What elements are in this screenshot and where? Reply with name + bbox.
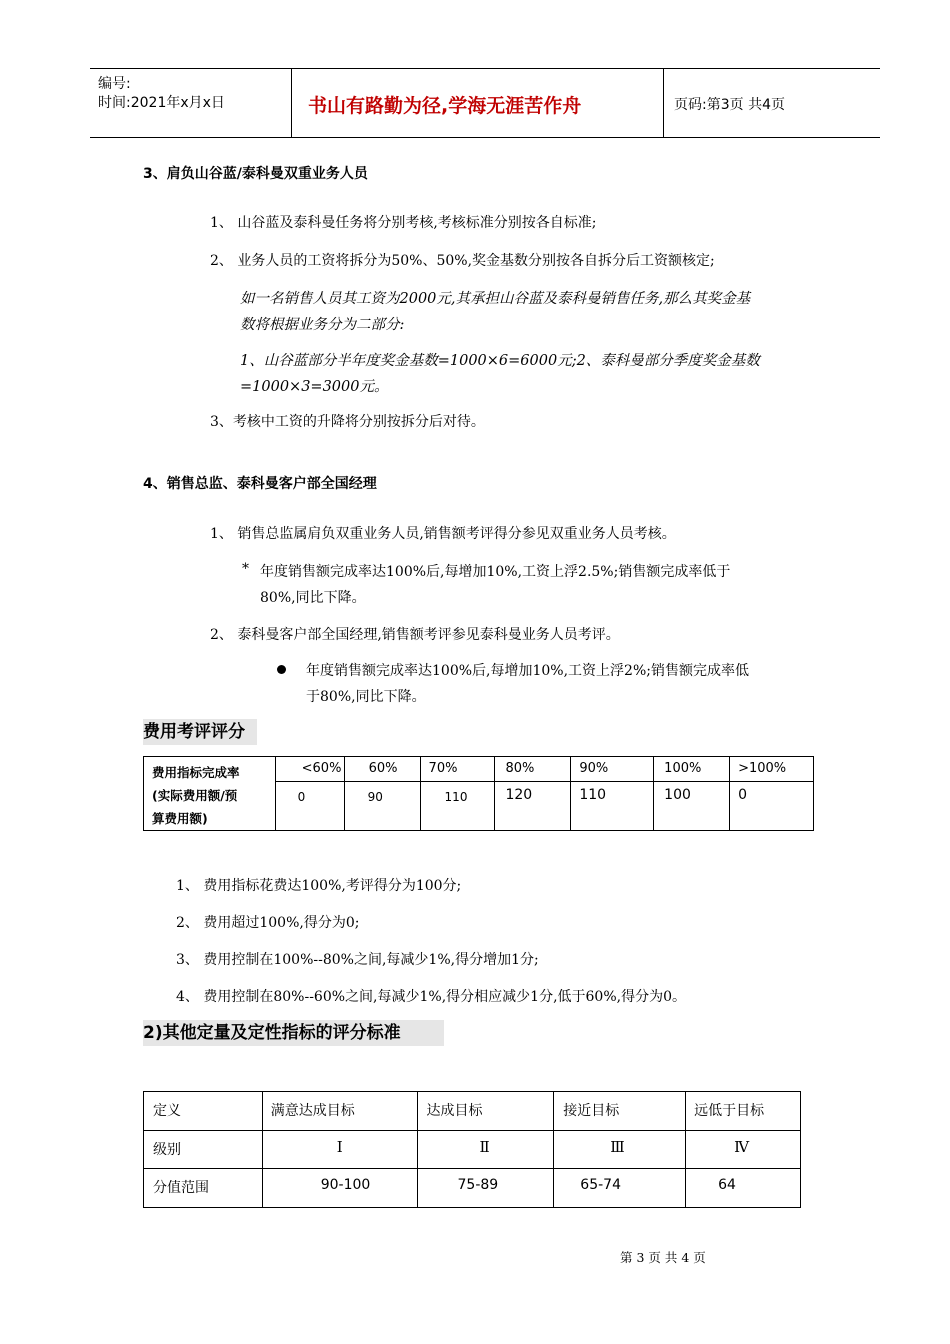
- section-4-note-line-1: 年度销售额完成率达100%后,每增加10%,工资上浮2.5%;销售额完成率低于: [260, 564, 731, 580]
- expense-header-row: [144, 757, 814, 782]
- rating-cell: Ⅳ: [686, 1131, 801, 1169]
- expense-score-cell: 110: [420, 782, 495, 831]
- expense-row-label-line-2: (实际费用额/预: [152, 788, 238, 803]
- expense-row-label: [144, 757, 276, 831]
- section-4-note-line-2: 80%,同比下降。: [260, 590, 366, 606]
- expense-row-label-line-1: 费用指标完成率: [152, 765, 240, 780]
- header-divider: [663, 69, 664, 137]
- section-4-item-1: 1、 销售总监属肩负双重业务人员,销售额考评得分参见双重业务人员考核。: [210, 526, 676, 542]
- expense-score-cell: 120: [495, 782, 571, 831]
- expense-column-header: 80%: [495, 757, 571, 782]
- rating-cell: 定义: [144, 1092, 263, 1131]
- section-3-example-line-1: 如一名销售人员其工资为2000元,其承担山谷蓝及泰科曼销售任务,那么其奖金基: [240, 291, 751, 307]
- rating-cell: 达成目标: [417, 1092, 554, 1131]
- expense-rule-4: 4、 费用控制在80%--60%之间,每减少1%,得分相应减少1分,低于60%,得分为0。: [176, 989, 686, 1005]
- section-4-bullet-line-2: 于80%,同比下降。: [306, 689, 426, 705]
- page-footer: 第 3 页 共 4 页: [620, 1250, 706, 1265]
- rating-cell: 远低于目标: [686, 1092, 801, 1131]
- rating-cell: Ⅱ: [417, 1131, 554, 1169]
- section-3-title: 3、肩负山谷蓝/泰科曼双重业务人员: [143, 166, 368, 182]
- note-marker: *: [242, 561, 249, 577]
- section-4-bullet-line-1: 年度销售额完成率达100%后,每增加10%,工资上浮2%;销售额完成率低: [306, 663, 749, 679]
- rating-cell: 满意达成目标: [262, 1092, 417, 1131]
- expense-rule-2: 2、 费用超过100%,得分为0;: [176, 915, 360, 931]
- expense-column-header: 70%: [420, 757, 495, 782]
- rating-cell: 分值范围: [144, 1169, 263, 1208]
- section-3-example-line-2: 数将根据业务分为二部分:: [240, 317, 405, 333]
- expense-column-header: 100%: [654, 757, 730, 782]
- page-number-label: 页码:第3页 共4页: [674, 97, 785, 113]
- expense-column-header: >100%: [730, 757, 814, 782]
- rating-cell: 级别: [144, 1131, 263, 1169]
- expense-column-header: 90%: [571, 757, 654, 782]
- header-divider: [291, 69, 292, 137]
- section-3-item-3: 3、考核中工资的升降将分别按拆分后对待。: [210, 414, 485, 430]
- expense-section-title: 费用考评评分: [143, 719, 257, 745]
- rating-standard-table: [143, 1091, 801, 1208]
- section-3-item-1: 1、 山谷蓝及泰科曼任务将分别考核,考核标准分别按各自标准;: [210, 215, 597, 231]
- rating-cell: 64: [686, 1169, 801, 1208]
- expense-score-cell: 110: [571, 782, 654, 831]
- expense-row-label-line-3: 算费用额): [152, 811, 208, 826]
- rating-cell: 65-74: [554, 1169, 686, 1208]
- section-4-title: 4、销售总监、泰科曼客户部全国经理: [143, 476, 377, 492]
- rating-level-row: [144, 1131, 801, 1169]
- rating-header-row: [144, 1092, 801, 1131]
- expense-score-cell: 90: [344, 782, 420, 831]
- expense-score-table: [143, 756, 814, 831]
- expense-score-cell: 100: [654, 782, 730, 831]
- section-4-item-2: 2、 泰科曼客户部全国经理,销售额考评参见泰科曼业务人员考评。: [210, 627, 620, 643]
- expense-score-cell: 0: [730, 782, 814, 831]
- rating-cell: 90-100: [262, 1169, 417, 1208]
- rating-range-row: [144, 1169, 801, 1208]
- rating-cell: Ⅰ: [262, 1131, 417, 1169]
- document-time-label: 时间:2021年x月x日: [98, 95, 225, 111]
- header-motto: 书山有路勤为径,学海无涯苦作舟: [308, 95, 582, 117]
- rating-cell: 75-89: [417, 1169, 554, 1208]
- other-indicators-title: 2)其他定量及定性指标的评分标准: [143, 1020, 444, 1046]
- expense-score-cell: 0: [275, 782, 344, 831]
- expense-column-header: 60%: [344, 757, 420, 782]
- bullet-icon: [277, 665, 286, 674]
- expense-column-header: <60%: [275, 757, 344, 782]
- rating-cell: 接近目标: [554, 1092, 686, 1131]
- section-3-calc-line-2: =1000×3=3000元。: [240, 379, 389, 395]
- rating-cell: Ⅲ: [554, 1131, 686, 1169]
- expense-rule-1: 1、 费用指标花费达100%,考评得分为100分;: [176, 878, 462, 894]
- document-number-label: 编号:: [98, 76, 131, 92]
- section-3-item-2: 2、 业务人员的工资将拆分为50%、50%,奖金基数分别按各自拆分后工资额核定;: [210, 253, 715, 269]
- expense-rule-3: 3、 费用控制在100%--80%之间,每减少1%,得分增加1分;: [176, 952, 539, 968]
- section-3-calc-line-1: 1、山谷蓝部分半年度奖金基数=1000×6=6000元;2、泰科曼部分季度奖金基数: [240, 353, 760, 369]
- page-header: [90, 68, 880, 138]
